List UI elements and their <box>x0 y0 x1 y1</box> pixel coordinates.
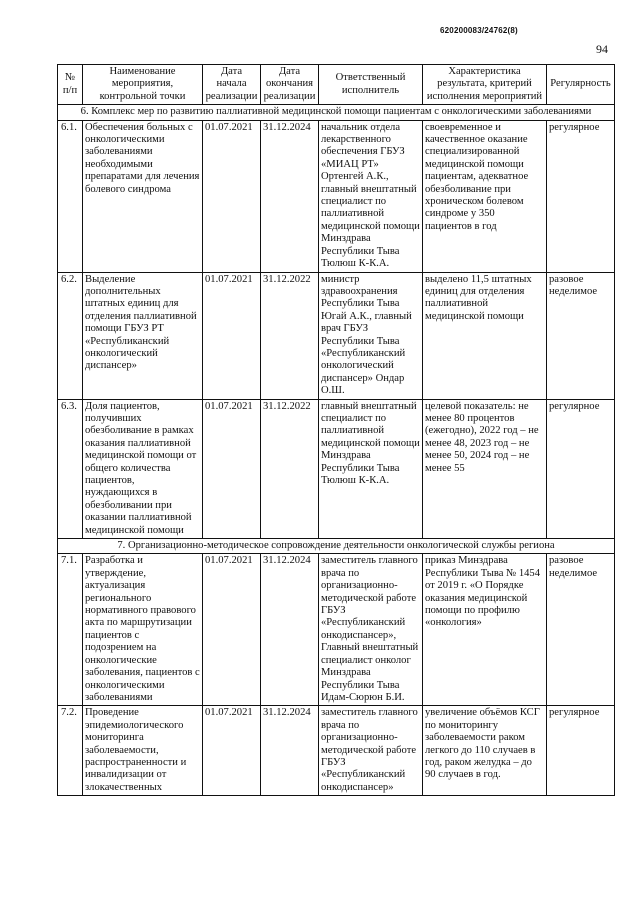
row-result: выделено 11,5 штатных единиц для отделения паллиативной медицинской помощи <box>423 272 547 399</box>
table-row <box>58 706 615 796</box>
header-start: Дата начала реализации <box>203 65 261 105</box>
row-num: 6.2. <box>58 272 83 399</box>
row-name: Проведение эпидемиологического мониторинга заболеваемости, распространенности и инвалидизации от злокачественных <box>83 706 203 796</box>
row-regularity: регулярное <box>547 120 615 272</box>
row-start: 01.07.2021 <box>203 399 261 538</box>
header-num: № п/п <box>58 65 83 105</box>
row-num: 7.1. <box>58 554 83 706</box>
row-end: 31.12.2024 <box>261 120 319 272</box>
row-responsible: главный внештатный специалист по паллиативной медицинской помощи Минздрава Республики Тыва Тюлюш К-К.А. <box>319 399 423 538</box>
row-end: 31.12.2022 <box>261 272 319 399</box>
row-result: целевой показатель: не менее 80 процентов (ежегодно), 2022 год – не менее 48, 2023 год – не менее 50, 2024 год – не менее 55 <box>423 399 547 538</box>
row-result: приказ Минздрава Республики Тыва № 1454 от 2019 г. «О Порядке оказания медицинской помощи по профилю «онкология» <box>423 554 547 706</box>
row-num: 7.2. <box>58 706 83 796</box>
table-row <box>58 554 615 706</box>
row-regularity: регулярное <box>547 399 615 538</box>
table-header-row <box>58 65 615 105</box>
table-row <box>58 399 615 538</box>
section-title: 6. Комплекс мер по развитию паллиативной медицинской помощи пациентам с онкологическими заболеваниями <box>58 105 615 120</box>
row-responsible: начальник отдела лекарственного обеспечения ГБУЗ «МИАЦ РТ» Ортенгей А.К., главный внештатный специалист по паллиативной медицинской помощи Минздрава Республики Тыва Тюлюш К-К.А. <box>319 120 423 272</box>
row-responsible: заместитель главного врача по организационно-методической работе ГБУЗ «Республиканский онкодиспансер», Главный внештатный специалист онколог Минздрава Республики Тыва Идам-Сюрюн Б.И. <box>319 554 423 706</box>
row-end: 31.12.2022 <box>261 399 319 538</box>
section-row <box>58 539 615 554</box>
row-num: 6.1. <box>58 120 83 272</box>
row-name: Доля пациентов, получивших обезболивание в рамках оказания паллиативной медицинской помощи от общего количества пациентов, нуждающихся в обезболивании при оказании паллиативной медицинской помощи <box>83 399 203 538</box>
row-responsible: министр здравоохранения Республики Тыва Югай А.К., главный врач ГБУЗ Республики Тыва «Республиканский онкологический диспансер» Ондар О.Ш. <box>319 272 423 399</box>
row-regularity: разовое неделимое <box>547 554 615 706</box>
row-num: 6.3. <box>58 399 83 538</box>
header-name: Наименование мероприятия, контрольной точки <box>83 65 203 105</box>
activities-table <box>57 64 615 796</box>
row-responsible: заместитель главного врача по организационно-методической работе ГБУЗ «Республиканский онкодиспансер» <box>319 706 423 796</box>
page-number: 94 <box>596 42 608 56</box>
row-start: 01.07.2021 <box>203 120 261 272</box>
row-start: 01.07.2021 <box>203 272 261 399</box>
table-row <box>58 272 615 399</box>
header-regularity: Регулярность <box>547 65 615 105</box>
row-result: своевременное и качественное оказание специализированной медицинской помощи пациентам, адекватное обезболивание при хроническом болевом синдроме у 350 пациентов в год <box>423 120 547 272</box>
header-responsible: Ответственный исполнитель <box>319 65 423 105</box>
section-title: 7. Организационно-методическое сопровождение деятельности онкологической службы региона <box>58 539 615 554</box>
row-name: Выделение дополнительных штатных единиц для отделения паллиативной помощи ГБУЗ РТ «Республиканский онкологический диспансер» <box>83 272 203 399</box>
row-end: 31.12.2024 <box>261 554 319 706</box>
header-end: Дата окончания реализации <box>261 65 319 105</box>
row-result: увеличение объёмов КСГ по мониторингу заболеваемости раком легкого до 110 случаев в год, раком желудка – до 90 случаев в год. <box>423 706 547 796</box>
row-start: 01.07.2021 <box>203 706 261 796</box>
row-name: Обеспечения больных с онкологическими заболеваниями необходимыми препаратами для лечения болевого синдрома <box>83 120 203 272</box>
section-row <box>58 105 615 120</box>
row-regularity: регулярное <box>547 706 615 796</box>
document-code: 620200083/24762(8) <box>440 26 518 35</box>
header-result: Характеристика результата, критерий исполнения мероприятий <box>423 65 547 105</box>
row-end: 31.12.2024 <box>261 706 319 796</box>
row-name: Разработка и утверждение, актуализация регионального нормативного правового акта по маршрутизации пациентов с подозрением на онкологические заболевания, пациентов с онкологическими заболеваниями <box>83 554 203 706</box>
row-start: 01.07.2021 <box>203 554 261 706</box>
table-row <box>58 120 615 272</box>
row-regularity: разовое неделимое <box>547 272 615 399</box>
